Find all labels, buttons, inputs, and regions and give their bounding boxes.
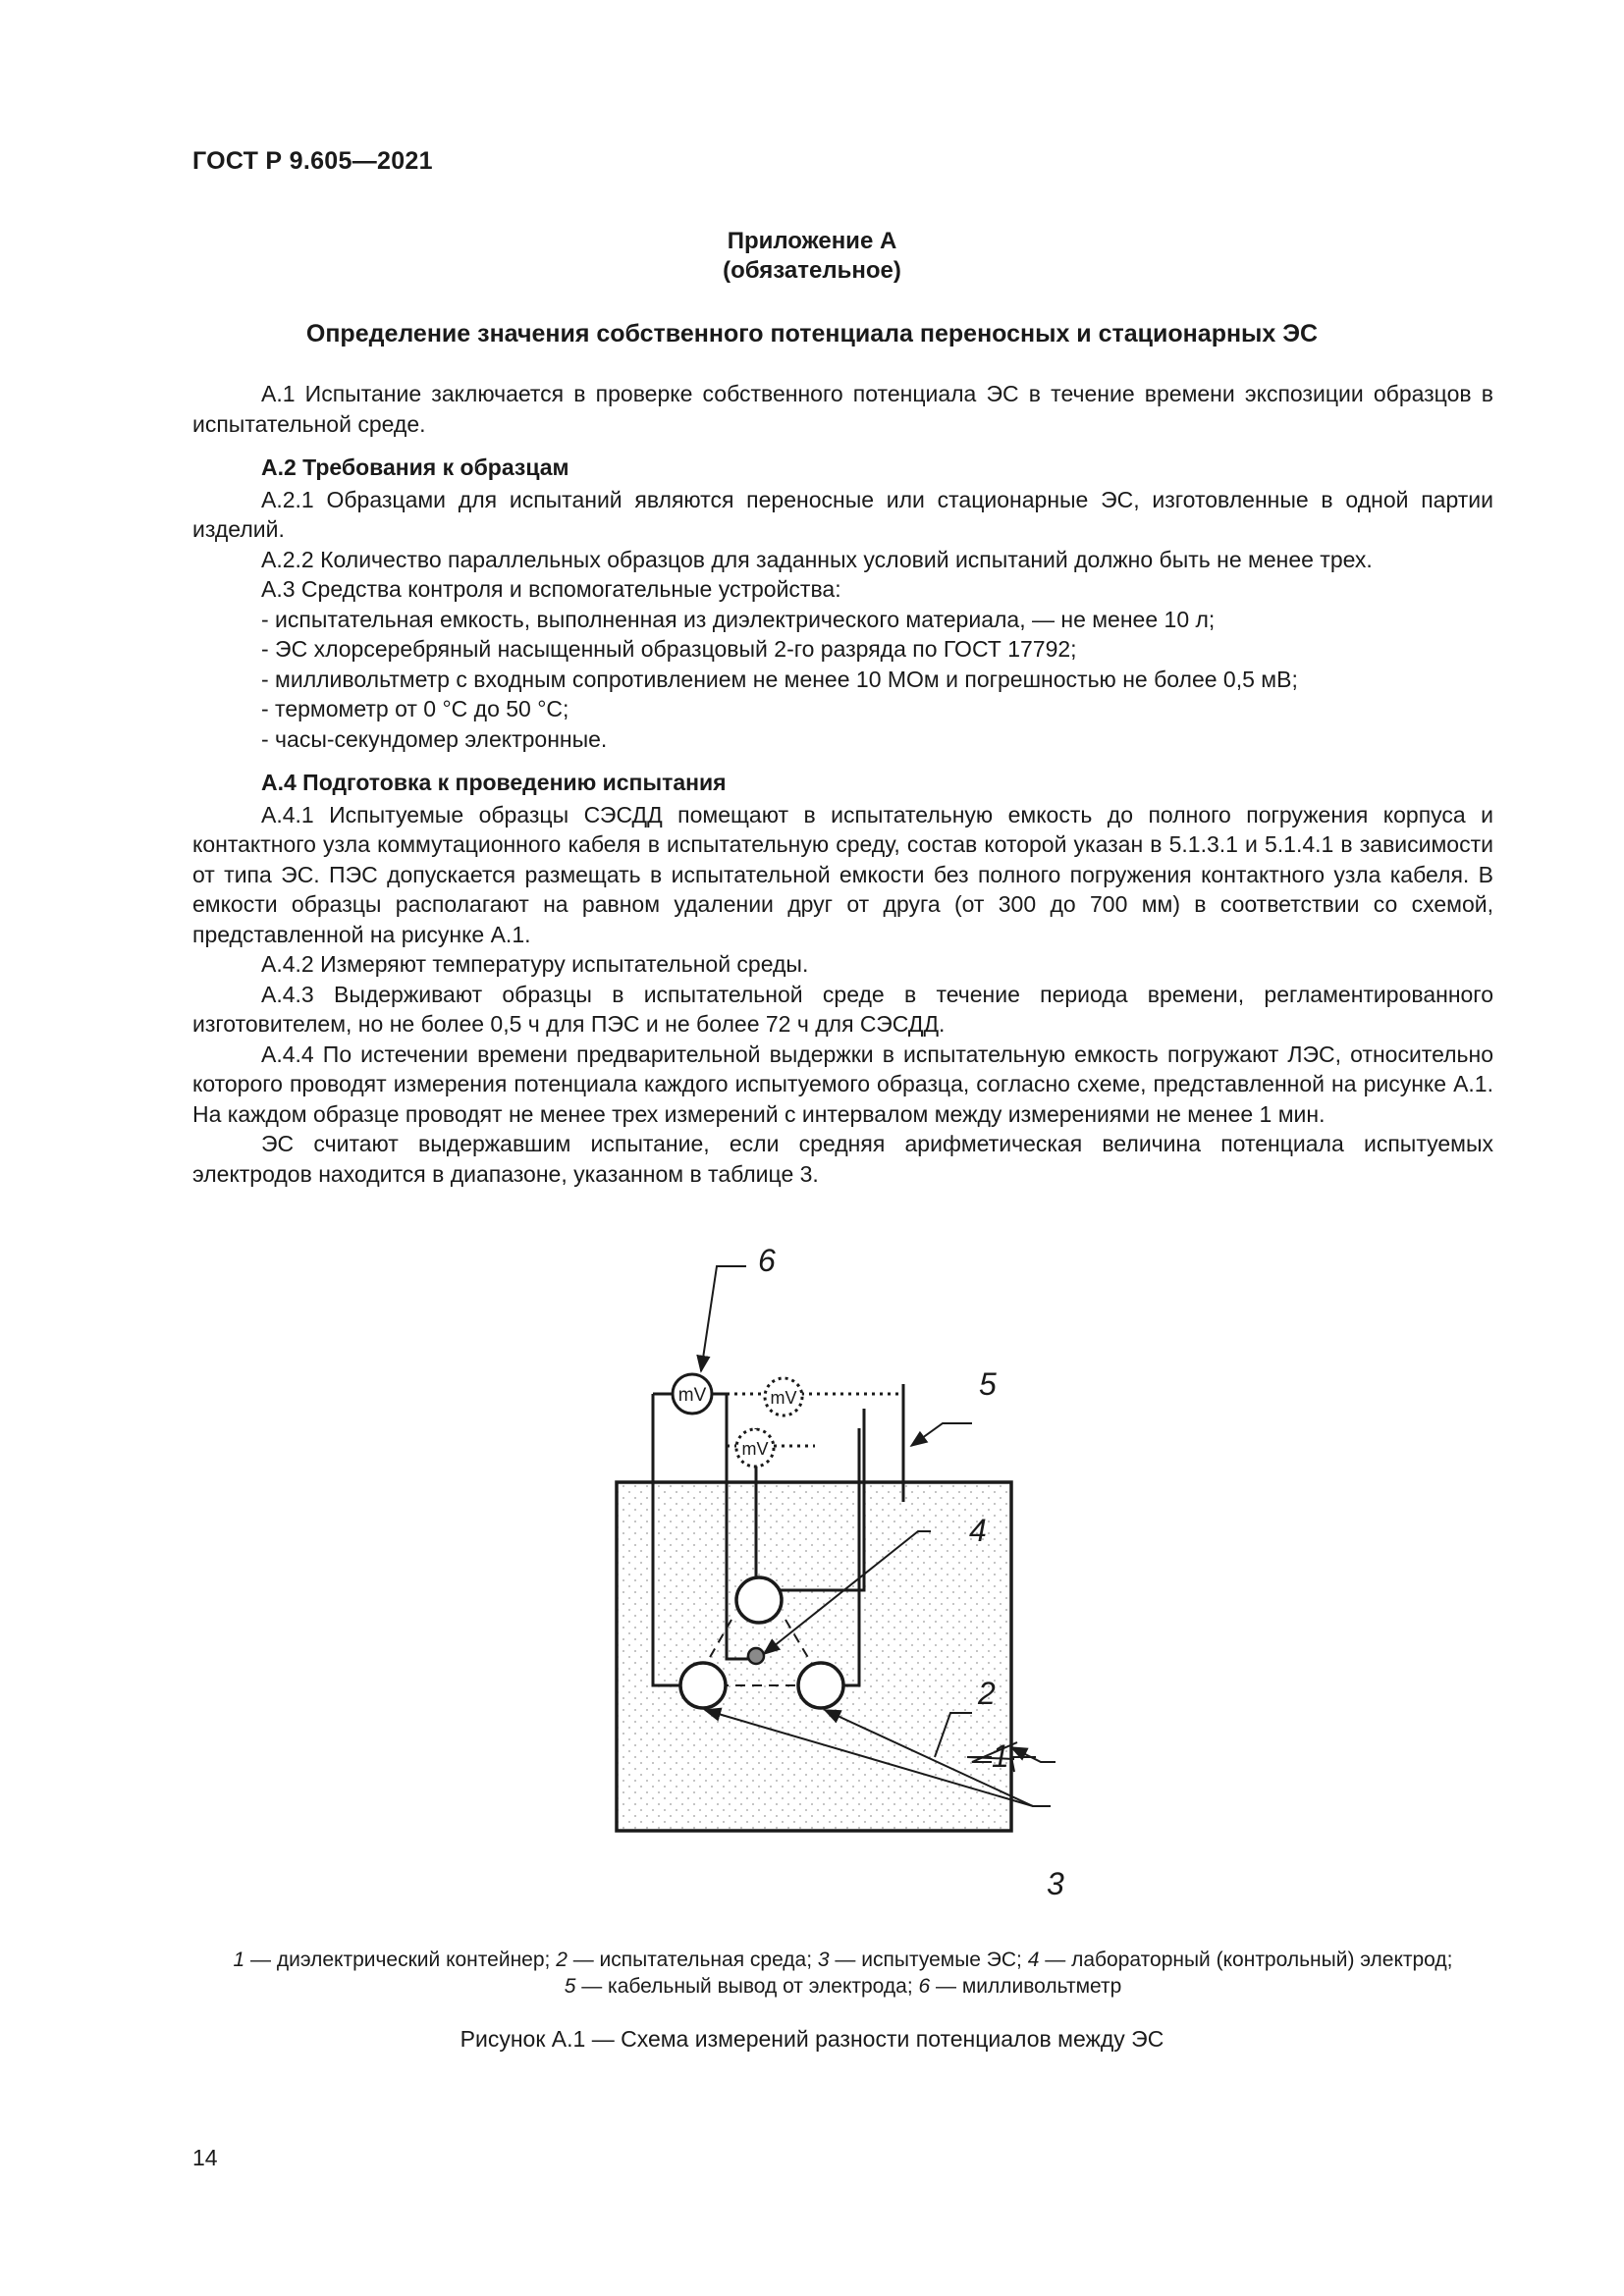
callout-5: 5 xyxy=(979,1366,997,1402)
annex-status: (обязательное) xyxy=(723,257,901,284)
figure-caption: Рисунок А.1 — Схема измерений разности потенциалов между ЭС xyxy=(460,2026,1164,2052)
millivoltmeter-alternate xyxy=(765,1378,802,1415)
test-electrode xyxy=(798,1663,843,1708)
paragraph-a1: А.1 Испытание заключается в проверке собственного потенциала ЭС в течение времени экспозиции образцов в испытательной среде. xyxy=(192,381,1493,437)
millivoltmeter xyxy=(673,1374,712,1414)
paragraph-a3: А.3 Средства контроля и вспомогательные устройства: xyxy=(261,576,841,602)
callout-3: 3 xyxy=(1047,1866,1064,1901)
test-electrode xyxy=(736,1577,782,1623)
dielectric-container xyxy=(617,1482,1011,1831)
annex-body xyxy=(192,379,1493,1189)
paragraph-conclusion: ЭС считают выдержавшим испытание, если средняя арифметическая величина потенциала испытуемых электродов находится в диапазоне, указанном в таблице 3. xyxy=(192,1131,1493,1187)
page-number: 14 xyxy=(192,2145,218,2170)
test-electrode xyxy=(680,1663,726,1708)
legend-line-1: 1 — диэлектрический контейнер; 2 — испытательная среда; 3 — испытуемые ЭС; 4 — лабораторный (контрольный) электрод; xyxy=(233,1949,1453,1971)
list-item: - часы-секундомер электронные. xyxy=(261,725,608,752)
section-heading-a2: А.2 Требования к образцам xyxy=(261,454,569,480)
list-item: - испытательная емкость, выполненная из диэлектрического материала, — не менее 10 л; xyxy=(261,606,1216,632)
callout-4: 4 xyxy=(969,1513,987,1548)
measurement-scheme-figure xyxy=(579,1242,1129,1929)
paragraph-a4-3: А.4.3 Выдерживают образцы в испытательной среде в течение периода времени, регламентированного изготовителем, но не более 0,5 ч для ПЭС и не более 72 ч для СЭСДД. xyxy=(192,981,1493,1037)
paragraph-a4-4: А.4.4 По истечении времени предварительной выдержки в испытательную емкость погружают ЛЭС, относительно которого проводят измерения потенциала каждого испытуемого образца, согласно схеме, представленной на рисунке А.1. На каждом образце проводят не менее трех измерений с интервалом между измерениями не менее 1 мин. xyxy=(192,1041,1493,1127)
meter-label: mV xyxy=(770,1388,797,1408)
list-item: - ЭС хлорсеребряный насыщенный образцовый 2-го разряда по ГОСТ 17792; xyxy=(261,636,1077,662)
figure-legend xyxy=(192,1947,1493,2000)
paragraph-a4-1: А.4.1 Испытуемые образцы СЭСДД помещают в испытательную емкость до полного погружения корпуса и контактного узла коммутационного кабеля в испытательную среду, состав которой указан в 5.1.3.1 и 5.1.4.1 в зависимости от типа ЭС. ПЭС допускается размещать в испытательной емкости без полного погружения контактного узла кабеля. В емкости образцы располагают на равном удалении друг от друга (от 300 до 700 мм) в соответствии со схемой, представленной на рисунке А.1. xyxy=(192,801,1493,947)
legend-line-2: 5 — кабельный вывод от электрода; 6 — милливольтметр xyxy=(564,1975,1122,1998)
list-item: - термометр от 0 °С до 50 °С; xyxy=(261,696,569,721)
paragraph-a2-1: А.2.1 Образцами для испытаний являются переносные или стационарные ЭС, изготовленные в одной партии изделий. xyxy=(192,486,1493,542)
callout-6: 6 xyxy=(758,1243,776,1278)
standard-code: ГОСТ Р 9.605—2021 xyxy=(192,147,433,175)
meter-label: mV xyxy=(677,1385,707,1406)
paragraph-a4-2: А.4.2 Измеряют температуру испытательной среды. xyxy=(261,951,809,977)
paragraph-a2-2: А.2.2 Количество параллельных образцов для заданных условий испытаний должно быть не менее трех. xyxy=(261,546,1373,572)
meter-label: mV xyxy=(741,1439,769,1459)
annex-heading: Определение значения собственного потенциала переносных и стационарных ЭС xyxy=(305,320,1319,347)
section-heading-a4: А.4 Подготовка к проведению испытания xyxy=(261,770,727,795)
list-item: - милливольтметр с входным сопротивлением не менее 10 МОм и погрешностью не более 0,5 мВ; xyxy=(261,666,1298,692)
callout-2: 2 xyxy=(978,1676,996,1711)
millivoltmeter-alternate xyxy=(736,1429,774,1467)
reference-electrode xyxy=(748,1648,764,1664)
annex-title: Приложение А xyxy=(727,228,897,254)
callout-1: 1 xyxy=(992,1738,1009,1774)
